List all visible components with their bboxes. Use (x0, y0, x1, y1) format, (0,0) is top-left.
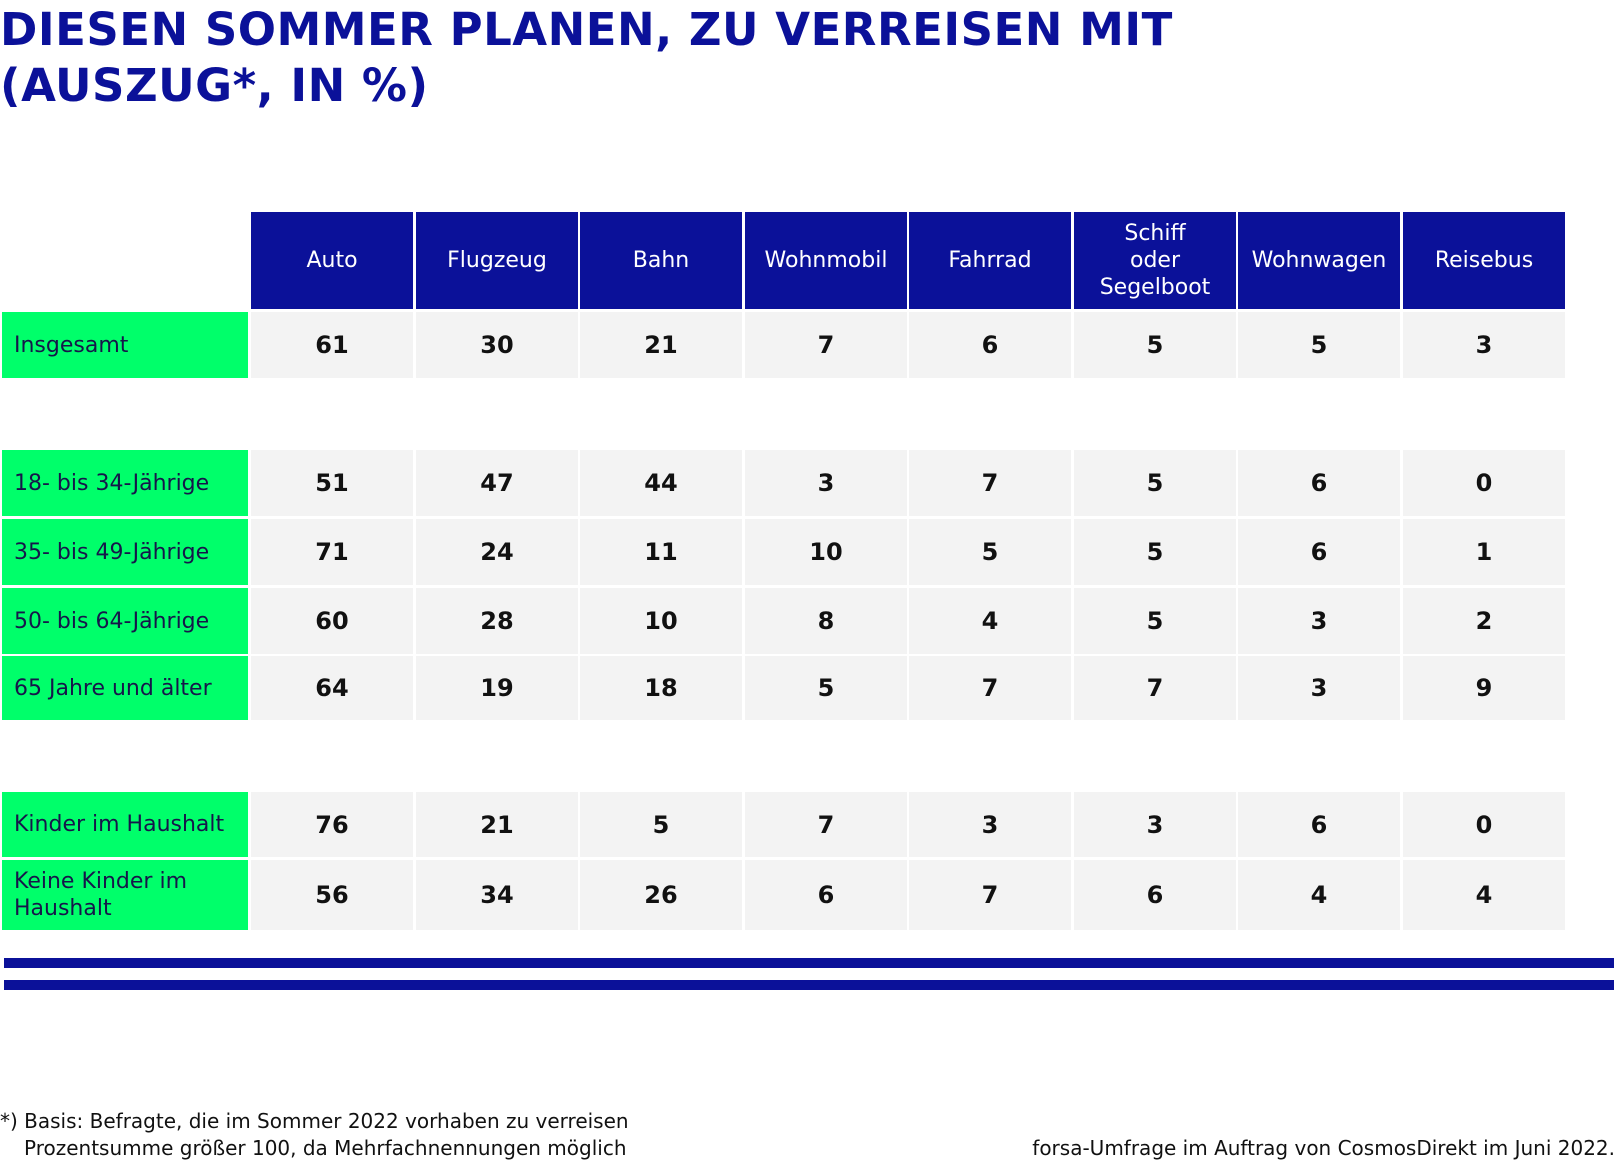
column-header-label (1435, 247, 1533, 274)
closing-rule-bottom (4, 980, 1614, 990)
table-cell: 0 (1403, 792, 1565, 857)
row-label-line: Keine Kinder im (14, 869, 188, 894)
column-header-line: oder (1129, 248, 1180, 273)
column-header-label (948, 247, 1031, 274)
column-header-label (633, 247, 689, 274)
footnote-line-1: *) Basis: Befragte, die im Sommer 2022 vorhaben zu verreisen (0, 1109, 629, 1133)
table-cell: 56 (251, 860, 413, 930)
row-label (2, 656, 248, 720)
column-header-label (1100, 220, 1211, 301)
column-header-line: Segelboot (1099, 275, 1211, 300)
table-cell: 21 (580, 312, 742, 378)
table-cell: 7 (909, 860, 1071, 930)
column-header-0 (251, 212, 413, 309)
table-cell: 7 (745, 792, 907, 857)
table-cell: 5 (745, 656, 907, 720)
table-cell: 2 (1403, 588, 1565, 654)
table-cell: 5 (580, 792, 742, 857)
column-header-line: Bahn (632, 248, 690, 273)
row-label-text (14, 539, 209, 566)
table-cell: 5 (1074, 588, 1236, 654)
row-label-line: Insgesamt (14, 332, 129, 358)
column-header-line: Reisebus (1434, 248, 1534, 273)
table-cell: 5 (1238, 312, 1400, 378)
column-header-line: Wohnwagen (1251, 248, 1387, 273)
row-label (2, 450, 248, 516)
table-cell: 3 (1074, 792, 1236, 857)
table-cell: 3 (1238, 588, 1400, 654)
table-cell: 47 (416, 450, 578, 516)
table-cell: 61 (251, 312, 413, 378)
column-header-7 (1403, 212, 1565, 309)
column-header-line: Wohnmobil (764, 248, 888, 273)
column-header-label (1252, 247, 1387, 274)
table-cell: 7 (1074, 656, 1236, 720)
row-label (2, 312, 248, 378)
table-cell: 6 (909, 312, 1071, 378)
table-cell: 5 (909, 519, 1071, 585)
table-cell: 3 (1238, 656, 1400, 720)
table-cell: 6 (1238, 792, 1400, 857)
table-cell: 5 (1074, 312, 1236, 378)
table-cell: 76 (251, 792, 413, 857)
chart-title-line-2: (AUSZUG*, IN %) (0, 59, 429, 112)
footnote (0, 1108, 629, 1162)
table-cell: 4 (1403, 860, 1565, 930)
row-label-text (14, 608, 209, 635)
table-cell: 7 (909, 656, 1071, 720)
table-cell: 34 (416, 860, 578, 930)
row-label-line: 35- bis 49-Jährige (14, 539, 210, 565)
column-header-label (447, 247, 547, 274)
table-cell: 6 (1238, 450, 1400, 516)
column-header-line: Fahrrad (948, 248, 1032, 273)
table-cell: 3 (909, 792, 1071, 857)
table-cell: 19 (416, 656, 578, 720)
closing-rule-top (4, 958, 1614, 968)
column-header-4 (909, 212, 1071, 309)
row-label-line: 50- bis 64-Jährige (14, 608, 210, 634)
row-label-text (14, 868, 187, 922)
table-cell: 9 (1403, 656, 1565, 720)
table-cell: 4 (1238, 860, 1400, 930)
table-cell: 3 (745, 450, 907, 516)
table-cell: 7 (909, 450, 1071, 516)
row-label-line: Haushalt (14, 896, 112, 921)
table-cell: 24 (416, 519, 578, 585)
table-cell: 10 (745, 519, 907, 585)
row-label (2, 792, 248, 857)
table-cell: 1 (1403, 519, 1565, 585)
column-header-2 (580, 212, 742, 309)
column-header-6 (1238, 212, 1400, 309)
table-cell: 28 (416, 588, 578, 654)
column-header-line: Schiff (1124, 221, 1186, 246)
source-note: forsa-Umfrage im Auftrag von CosmosDirekt im Juni 2022. (1032, 1136, 1615, 1160)
table-cell: 51 (251, 450, 413, 516)
row-label-text (14, 470, 209, 497)
column-header-line: Auto (306, 248, 358, 273)
table-cell: 30 (416, 312, 578, 378)
column-header-5 (1074, 212, 1236, 309)
table-cell: 10 (580, 588, 742, 654)
row-label-line: 65 Jahre und älter (14, 675, 212, 701)
table-cell: 6 (745, 860, 907, 930)
row-label-line: Kinder im Haushalt (14, 812, 225, 837)
row-label-text (14, 675, 212, 702)
column-header-3 (745, 212, 907, 309)
table-cell: 71 (251, 519, 413, 585)
row-label-line: 18- bis 34-Jährige (14, 470, 210, 496)
table-cell: 18 (580, 656, 742, 720)
chart-title-line-1: DIESEN SOMMER PLANEN, ZU VERREISEN MIT (0, 3, 1173, 56)
table-cell: 8 (745, 588, 907, 654)
column-header-label (765, 247, 888, 274)
row-label (2, 588, 248, 654)
table-cell: 6 (1074, 860, 1236, 930)
table-cell: 5 (1074, 450, 1236, 516)
table-cell: 5 (1074, 519, 1236, 585)
row-label (2, 519, 248, 585)
column-header-label (306, 247, 357, 274)
table-cell: 0 (1403, 450, 1565, 516)
table-cell: 21 (416, 792, 578, 857)
table-cell: 64 (251, 656, 413, 720)
table-cell: 4 (909, 588, 1071, 654)
table-cell: 3 (1403, 312, 1565, 378)
row-label-text (14, 332, 128, 359)
row-label (2, 860, 248, 930)
table-cell: 26 (580, 860, 742, 930)
table-cell: 7 (745, 312, 907, 378)
row-label-text (14, 811, 224, 838)
table-cell: 6 (1238, 519, 1400, 585)
footnote-line-2: Prozentsumme größer 100, da Mehrfachnennungen möglich (24, 1136, 627, 1160)
column-header-1 (416, 212, 578, 309)
column-header-line: Flugzeug (447, 248, 547, 273)
table-cell: 11 (580, 519, 742, 585)
table-cell: 44 (580, 450, 742, 516)
table-cell: 60 (251, 588, 413, 654)
